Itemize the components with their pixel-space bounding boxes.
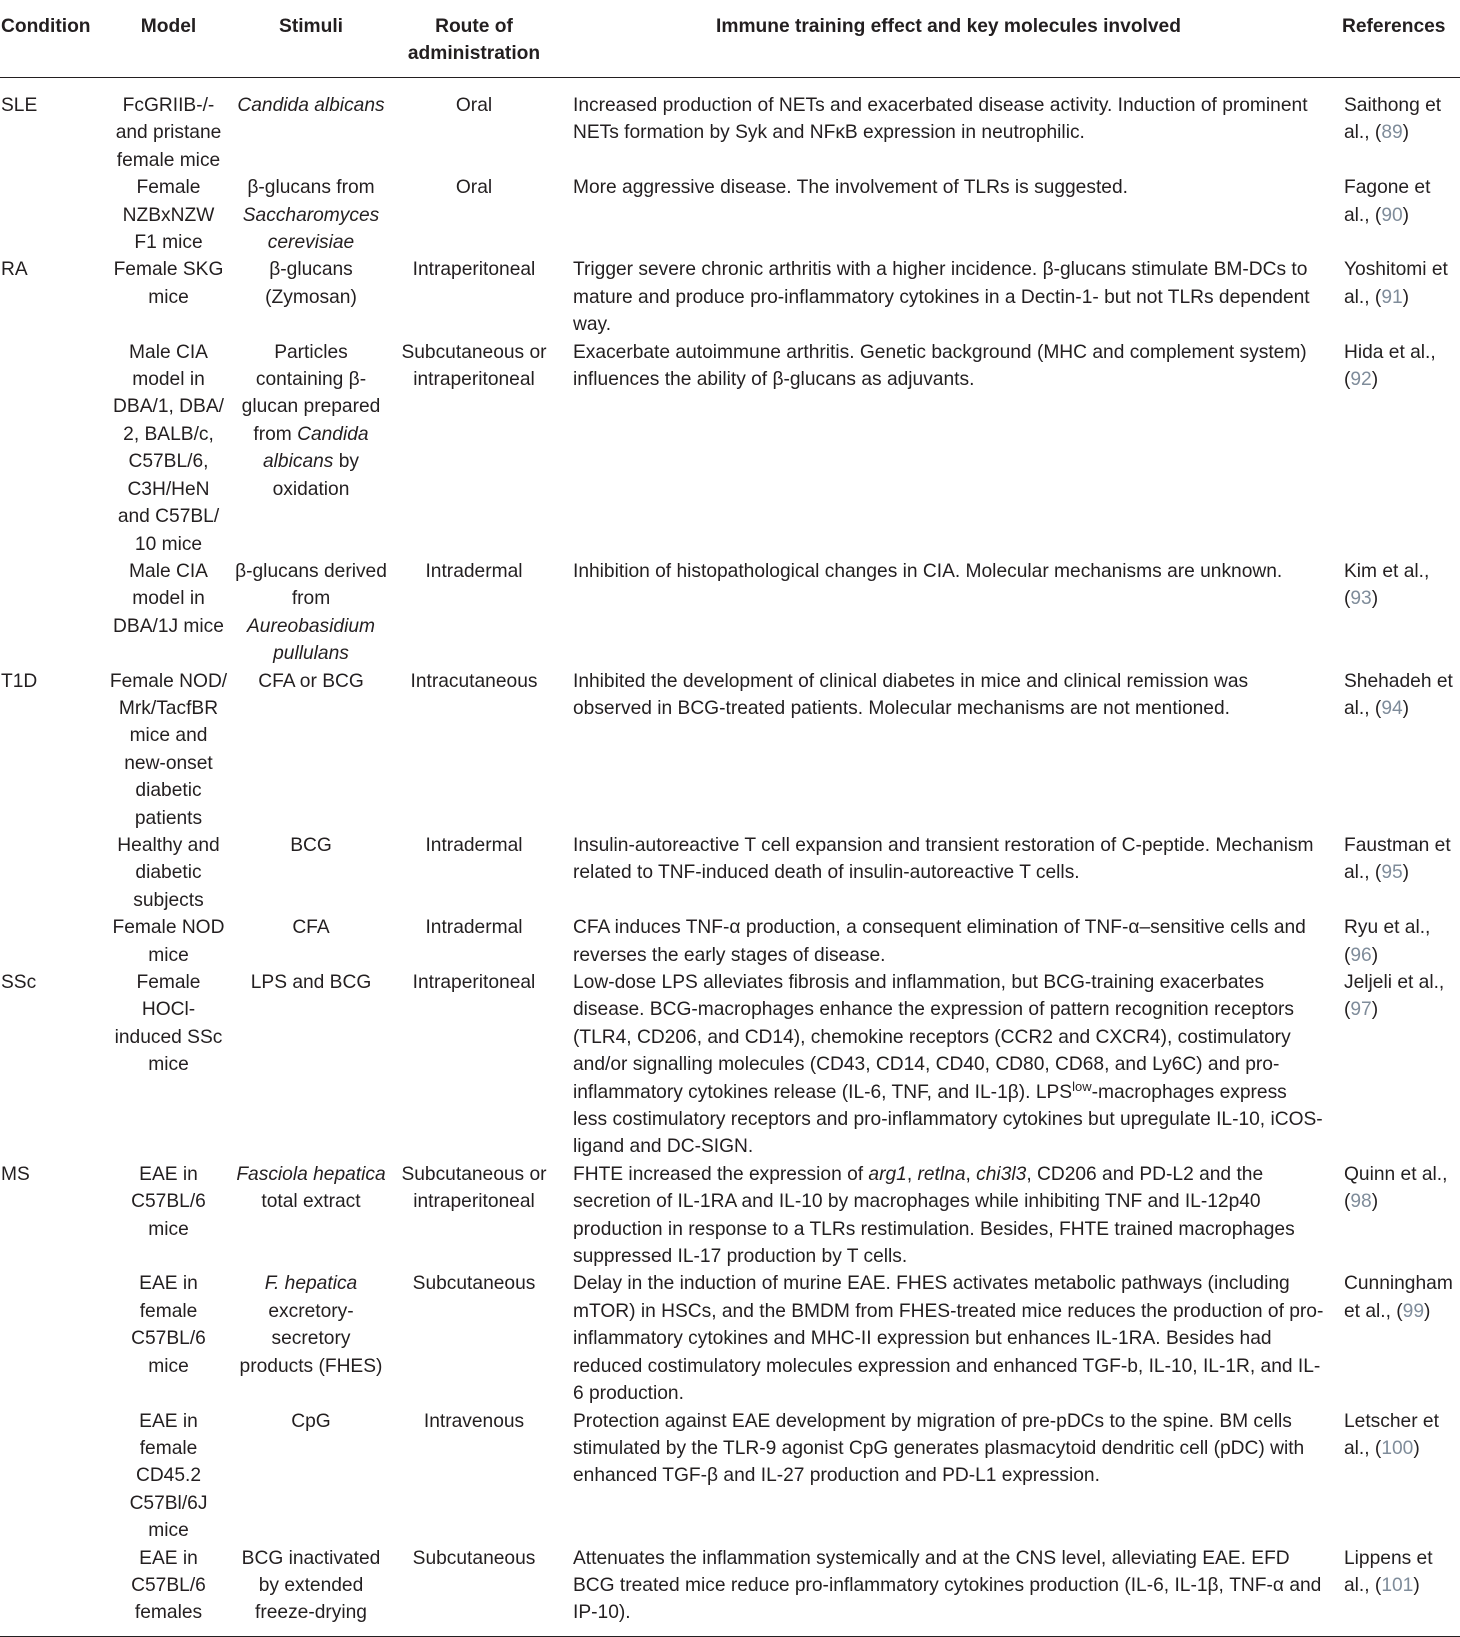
cell-effect: More aggressive disease. The involvement of TLRs is suggested. xyxy=(573,177,1128,199)
reference-link[interactable]: 95 xyxy=(1381,862,1403,884)
cell-stimuli: β-glucans derived from Aureobasidium pullulans xyxy=(235,560,387,665)
cell-stimuli: BCG inactivated by extended freeze-drying xyxy=(231,1545,391,1637)
cell-condition: RA xyxy=(1,259,28,281)
cell-model: Healthy and diabetic subjects xyxy=(117,834,220,911)
cell-reference xyxy=(1334,914,1460,969)
reference-close: ) xyxy=(1424,1300,1431,1322)
cell-route: Oral xyxy=(455,95,493,116)
cell-reference xyxy=(1334,1408,1460,1545)
cell-condition xyxy=(0,558,106,668)
cell-stimuli: Particles containing β-glucan prepared from Candida albicans by oxidation xyxy=(241,341,381,500)
table-row xyxy=(0,174,1460,256)
table-row xyxy=(0,832,1460,914)
reference-text: Jeljeli et al., ( xyxy=(1344,972,1445,1021)
cell-effect: CFA induces TNF-α production, a consequent elimination of TNF-α–sensitive cells and reverses the early stages of disease. xyxy=(573,917,1306,966)
table-row xyxy=(0,1545,1460,1637)
reference-text: Hida et al., ( xyxy=(1344,341,1436,391)
reference-close: ) xyxy=(1371,588,1379,610)
cell-stimuli: F. hepatica excretory-secretory products (FHES) xyxy=(239,1273,383,1377)
cell-route: Intradermal xyxy=(425,917,523,939)
reference-text: Yoshitomi et al., ( xyxy=(1344,259,1448,308)
reference-text: Letscher et al., ( xyxy=(1344,1410,1439,1459)
reference-link[interactable]: 100 xyxy=(1381,1437,1414,1459)
cell-reference xyxy=(1334,256,1460,338)
cell-effect: Protection against EAE development by migration of pre-pDCs to the spine. BM cells stimulated by the TLR-9 agonist CpG generates plasmacytoid dendritic cell (pDC) with enhanced TGF-β and IL-27 production and PD-L1 expression. xyxy=(573,1410,1305,1487)
reference-close: ) xyxy=(1413,1574,1420,1596)
reference-link[interactable]: 98 xyxy=(1350,1191,1372,1213)
reference-text: Saithong et al., ( xyxy=(1344,95,1442,144)
cell-effect: Trigger severe chronic arthritis with a higher incidence. β-glucans stimulate BM-DCs to mature and produce pro-inflammatory cytokines in a Dectin-1- but not TLRs dependent way. xyxy=(573,259,1310,336)
reference-text: Lippens et al., ( xyxy=(1344,1547,1433,1596)
cell-stimuli: CFA xyxy=(292,917,330,939)
reference-text: Cunningham et al., ( xyxy=(1344,1273,1453,1322)
cell-effect: Insulin-autoreactive T cell expansion and transient restoration of C-peptide. Mechanism related to TNF-induced death of insulin-autoreactive T cells. xyxy=(573,834,1314,884)
cell-effect: Exacerbate autoimmune arthritis. Genetic background (MHC and complement system) influences the ability of β-glucans as adjuvants. xyxy=(573,341,1307,391)
cell-reference xyxy=(1334,78,1460,175)
cell-condition: SLE xyxy=(1,95,38,116)
cell-condition: T1D xyxy=(1,670,38,692)
reference-link[interactable]: 90 xyxy=(1381,204,1403,226)
header-stimuli: Stimuli xyxy=(231,0,391,78)
cell-reference xyxy=(1334,1545,1460,1637)
cell-effect: Inhibition of histopathological changes in CIA. Molecular mechanisms are unknown. xyxy=(573,560,1283,582)
cell-stimuli: CFA or BCG xyxy=(258,670,364,692)
cell-reference xyxy=(1334,1161,1460,1271)
table-row xyxy=(0,1408,1460,1545)
cell-condition xyxy=(0,1545,106,1637)
reference-close: ) xyxy=(1371,369,1379,391)
reference-text: Kim et al., ( xyxy=(1344,560,1430,610)
cell-stimuli: CpG xyxy=(291,1410,331,1432)
cell-model: Male CIA model in DBA/1J mice xyxy=(113,560,224,637)
cell-route: Intradermal xyxy=(425,560,523,582)
reference-close: ) xyxy=(1371,1191,1379,1213)
reference-close: ) xyxy=(1402,862,1410,884)
header-route: Route of administration xyxy=(391,0,557,78)
cell-reference xyxy=(1334,558,1460,668)
table-body xyxy=(0,78,1460,1637)
cell-effect: Inhibited the development of clinical diabetes in mice and clinical remission was observed in BCG-treated patients. Molecular mechanisms are not mentioned. xyxy=(573,670,1249,719)
table-row xyxy=(0,339,1460,558)
reference-link[interactable]: 94 xyxy=(1381,697,1403,719)
cell-route: Intradermal xyxy=(425,834,523,856)
reference-text: Ryu et al., ( xyxy=(1344,917,1431,966)
cell-stimuli: Candida albicans xyxy=(237,95,385,116)
reference-text: Faustman et al., ( xyxy=(1344,834,1451,884)
reference-link[interactable]: 92 xyxy=(1350,369,1372,391)
cell-effect: Attenuates the inflammation systemically and at the CNS level, alleviating EAE. EFD BCG treated mice reduce pro-inflammatory cytokines production (IL-6, IL-1β, TNF-α and IP-10). xyxy=(557,1545,1334,1637)
cell-route: Subcutaneous or intraperitoneal xyxy=(401,341,547,391)
cell-route: Subcutaneous or intraperitoneal xyxy=(401,1163,547,1213)
cell-reference xyxy=(1334,668,1460,832)
reference-close: ) xyxy=(1402,286,1410,308)
reference-link[interactable]: 89 xyxy=(1381,122,1403,144)
cell-stimuli: Fasciola hepatica total extract xyxy=(236,1163,386,1213)
cell-route: Intraperitoneal xyxy=(412,259,536,281)
cell-model: Female HOCl-induced SSc mice xyxy=(114,972,223,1076)
cell-reference xyxy=(1334,832,1460,914)
cell-reference xyxy=(1334,1270,1460,1407)
reference-link[interactable]: 96 xyxy=(1350,944,1372,966)
reference-close: ) xyxy=(1402,122,1410,144)
cell-condition: SSc xyxy=(1,972,37,993)
cell-route: Subcutaneous xyxy=(391,1545,557,1637)
cell-stimuli: LPS and BCG xyxy=(250,972,372,993)
cell-condition xyxy=(0,914,106,969)
cell-model: Female NOD/ Mrk/TacfBR mice and new-onset diabetic patients xyxy=(109,670,228,829)
cell-model: EAE in C57BL/6 females xyxy=(106,1545,231,1637)
table-row xyxy=(0,558,1460,668)
reference-link[interactable]: 93 xyxy=(1350,588,1372,610)
reference-close: ) xyxy=(1413,1437,1420,1459)
cell-model: FcGRIIB-/- and pristane female mice xyxy=(115,95,222,171)
cell-model: Female NOD mice xyxy=(112,917,225,966)
table-header xyxy=(0,0,1460,78)
cell-condition xyxy=(0,1408,106,1545)
reference-close: ) xyxy=(1402,204,1410,226)
cell-model: EAE in C57BL/6 mice xyxy=(131,1163,206,1240)
cell-effect: Delay in the induction of murine EAE. FHES activates metabolic pathways (including mTOR) in HSCs, and the BMDM from FHES-treated mice reduces the production of pro-inflammatory cytokines and MHC-II expression but enhances IL-1RA. Besides had reduced costimulatory molecules expression and enhanced TGF-b, IL-10, IL-1R, and IL-6 production. xyxy=(573,1273,1324,1405)
cell-reference xyxy=(1334,339,1460,558)
reference-text: Fagone et al., ( xyxy=(1344,177,1431,226)
header-row xyxy=(0,0,1460,78)
cell-stimuli: β-glucans from Saccharomyces cerevisiae xyxy=(242,177,380,254)
cell-condition xyxy=(0,832,106,914)
reference-link[interactable]: 101 xyxy=(1381,1574,1414,1596)
header-condition: Condition xyxy=(0,0,106,78)
cell-effect: Low-dose LPS alleviates fibrosis and inflammation, but BCG-training exacerbates disease. BCG-macrophages enhance the expression of pattern recognition receptors (TLR4, CD206, and CD14), chemokine receptors (CCR2 and CXCR4), costimulatory and/or signalling molecules (CD43, CD14, CD40, CD80, CD68, and Ly6C) and pro-inflammatory cytokines release (IL-6, TNF, and IL-1β). $LPS^{low}$-macrophages express less costimulatory receptors and pro-inflammatory cytokines but upregulate IL-10, iCOS-ligand and DC-SIGN. xyxy=(573,972,1323,1158)
reference-text: Quinn et al., ( xyxy=(1344,1163,1448,1213)
cell-stimuli: BCG xyxy=(290,834,332,856)
header-model: Model xyxy=(106,0,231,78)
reference-close: ) xyxy=(1371,999,1379,1021)
cell-model: Female NZBxNZW F1 mice xyxy=(122,177,215,254)
cell-stimuli: β-glucans (Zymosan) xyxy=(265,259,357,308)
cell-route: Oral xyxy=(455,177,493,199)
cell-condition xyxy=(0,1270,106,1407)
cell-model: EAE in female CD45.2 C57Bl/6J mice xyxy=(129,1410,208,1542)
table-row xyxy=(0,1270,1460,1407)
cell-route: Subcutaneous xyxy=(412,1273,536,1295)
header-effect: Immune training effect and key molecules involved xyxy=(557,0,1334,78)
reference-text: Shehadeh et al., ( xyxy=(1344,670,1453,719)
cell-condition: MS xyxy=(1,1163,30,1185)
cell-condition xyxy=(0,339,106,558)
header-references: References xyxy=(1334,0,1460,78)
cell-route: Intravenous xyxy=(423,1410,525,1432)
cell-reference xyxy=(1334,969,1460,1161)
table-row xyxy=(0,256,1460,338)
cell-condition xyxy=(0,174,106,256)
table-row xyxy=(0,1161,1460,1271)
reference-close: ) xyxy=(1371,944,1379,966)
cell-effect: Increased production of NETs and exacerbated disease activity. Induction of prominent NETs formation by Syk and NFκB expression in neutrophilic. xyxy=(573,95,1308,144)
reference-link[interactable]: 99 xyxy=(1402,1300,1424,1322)
table-row xyxy=(0,78,1460,175)
cell-effect: FHTE increased the expression of arg1, retlna, chi3l3, CD206 and PD-L2 and the secretion of IL-1RA and IL-10 by macrophages while inhibiting TNF and IL-12p40 production in response to a TLRs restimulation. Besides, FHTE trained macrophages suppressed IL-17 production by T cells. xyxy=(573,1163,1295,1268)
cell-model: EAE in female C57BL/6 mice xyxy=(131,1273,206,1377)
cell-model: Female SKG mice xyxy=(113,259,224,308)
cell-route: Intracutaneous xyxy=(410,670,538,692)
cell-route: Intraperitoneal xyxy=(412,972,536,993)
table-row xyxy=(0,668,1460,832)
table-row xyxy=(0,914,1460,969)
reference-link[interactable]: 91 xyxy=(1381,286,1403,308)
reference-link[interactable]: 97 xyxy=(1350,999,1372,1021)
table-row xyxy=(0,969,1460,1161)
reference-close: ) xyxy=(1402,697,1410,719)
cell-model: Male CIA model in DBA/1, DBA/ 2, BALB/c, C57BL/6, C3H/HeN and C57BL/ 10 mice xyxy=(113,341,224,555)
cell-reference xyxy=(1334,174,1460,256)
